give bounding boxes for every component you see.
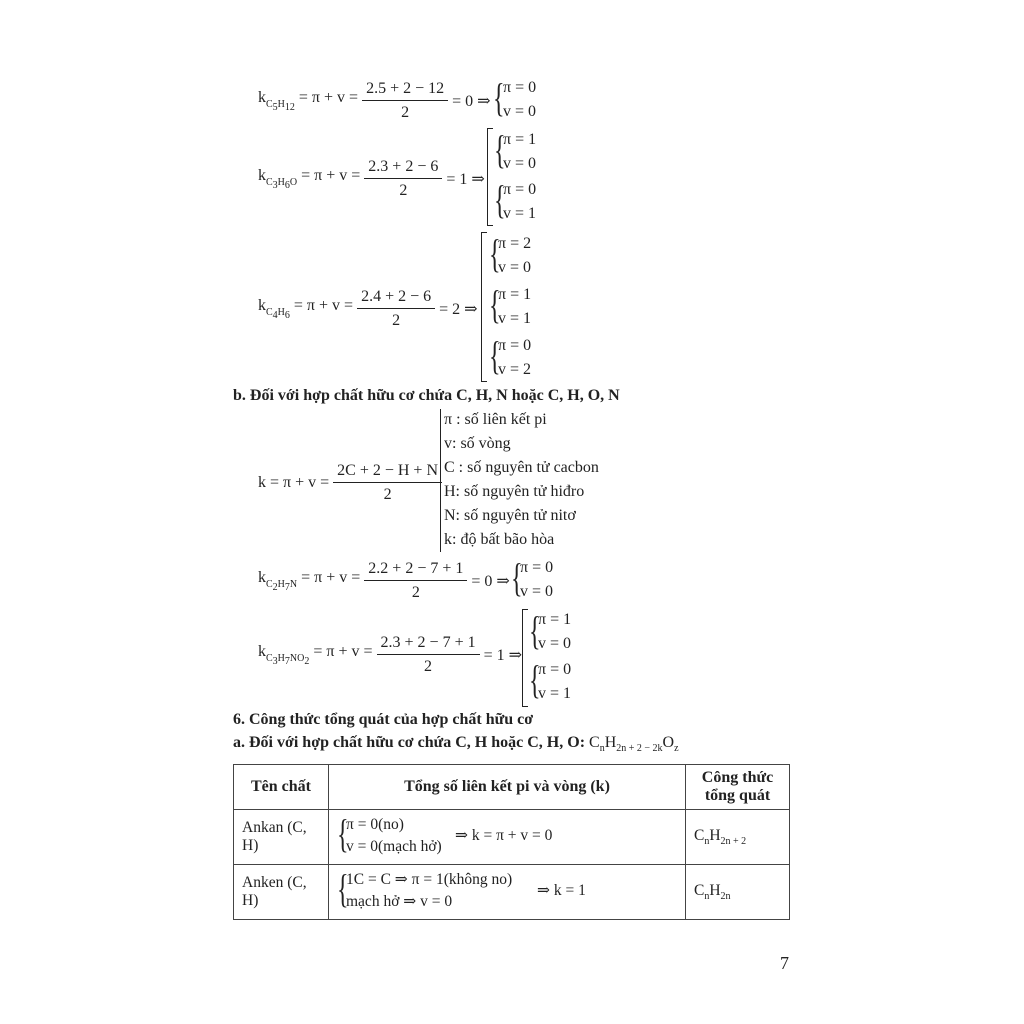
table-cell-k: { π = 0(no) v = 0(mạch hở) ⇒ k = π + v = 0	[329, 810, 686, 865]
subscript-c2h7n: C2H7N	[266, 578, 298, 593]
bracket-icon	[481, 232, 487, 382]
brace-icon: {	[511, 555, 523, 600]
bracket-icon	[487, 128, 493, 226]
fraction: $\frac{2.2 + 2 - 7 + 1}{2}$	[364, 560, 467, 602]
equation-c4h6: $k_{C_4H_6} = \pi + v$ = $\frac{2.4 + 2 - 6}{2}$ = 2 ⇒	[258, 288, 478, 329]
table-cell-formula: $C_nH_{2n + 2}$	[686, 810, 790, 865]
fraction: $\frac{2.4 + 2 - 6}{2}$	[357, 288, 435, 330]
general-formula: k = π + v = $\frac{2C + 2 - H + N}{2}$	[258, 462, 442, 504]
section-6a-heading: a. Đối với hợp chất hữu cơ chứa C, H hoặc C, H, O: $C_nH_{2n + 2 - 2k}O_z$	[233, 734, 679, 755]
brace-icon: {	[337, 811, 349, 856]
legend-divider	[440, 409, 441, 552]
table-cell-formula: $C_nH_{2n}$	[686, 865, 790, 920]
equation-c3h6o: $k_{C_3H_6O} = \pi + v$ = $\frac{2.3 + 2 - 6}{2}$ = 1 ⇒	[258, 158, 485, 199]
brace-icon: {	[489, 282, 501, 327]
section-b-heading: b. Đối với hợp chất hữu cơ chứa C, H, N hoặc C, H, O, N	[233, 387, 620, 404]
brace-icon: {	[529, 608, 541, 653]
brace-icon: {	[529, 657, 541, 702]
equation-c2h7n: $k_{C_2H_7N} = \pi + v$ = $\frac{2.2 + 2 - 7 + 1}{2}$ = 0 ⇒	[258, 560, 510, 601]
legend-list: π : số liên kết pi v: số vòng C : số nguyên tử cacbon H: số nguyên tử hiđro N: số nguyên tử nitơ k: độ bất bão hòa	[444, 411, 599, 548]
table-row	[234, 810, 790, 865]
brace-icon: {	[493, 75, 505, 120]
fraction: $\frac{2.3 + 2 - 7 + 1}{2}$	[377, 634, 480, 676]
general-formula-cnh: $C_nH_{2n + 2 - 2k}O_z$	[589, 734, 679, 755]
system-c4h6-1: π = 2 v = 0	[498, 235, 532, 276]
equation-c3h7no2: $k_{C_3H_7NO_2} = \pi + v$ = $\frac{2.3 + 2 - 7 + 1}{2}$ = 1 ⇒	[258, 634, 523, 675]
system-c3h6o-2: π = 0 v = 1	[503, 181, 537, 222]
fraction: $\frac{2C + 2 - H + N}{2}$	[333, 462, 442, 504]
system-c3h6o-1: π = 1 v = 0	[503, 131, 537, 172]
table-header-cell: Tổng số liên kết pi và vòng (k)	[329, 765, 686, 810]
table-cell-name: Ankan (C, H)	[234, 810, 329, 865]
subscript-c5h12: C5H12	[266, 98, 295, 113]
fraction: $\frac{2.5 + 2 - 12}{2}$	[362, 80, 448, 122]
fraction: $\frac{2.3 + 2 - 6}{2}$	[364, 158, 442, 200]
subscript-c4h6: C4H6	[266, 306, 290, 321]
bracket-icon	[522, 609, 528, 707]
formula-table	[233, 764, 790, 920]
page-number: 7	[780, 953, 789, 973]
system-c4h6-2: π = 1 v = 1	[498, 286, 532, 327]
subscript-c3h6o: C3H6O	[266, 176, 298, 191]
brace-icon: {	[489, 231, 501, 276]
system-c2h7n: π = 0 v = 0	[520, 559, 554, 600]
brace-icon: {	[494, 177, 506, 222]
table-cell-name: Anken (C, H)	[234, 865, 329, 920]
subscript-c3h7no2: C3H7NO2	[266, 652, 310, 667]
system-c4h6-3: π = 0 v = 2	[498, 337, 532, 378]
section-6-heading: 6. Công thức tổng quát của hợp chất hữu cơ	[233, 711, 534, 728]
table-row	[234, 865, 790, 920]
system-c3h7no2-2: π = 0 v = 1	[538, 661, 572, 702]
system-c3h7no2-1: π = 1 v = 0	[538, 611, 572, 652]
brace-icon: {	[489, 333, 501, 378]
brace-icon: {	[494, 127, 506, 172]
table-header-cell: Tên chất	[234, 765, 329, 810]
table-header-row	[234, 765, 790, 810]
table-cell-k: { 1C = C ⇒ π = 1(không no) mạch hở ⇒ v = 0 ⇒ k = 1	[329, 865, 686, 920]
brace-icon: {	[337, 866, 349, 911]
table-header-cell: Công thức tổng quát	[686, 765, 790, 810]
system-c5h12: π = 0 v = 0	[503, 79, 537, 120]
equation-c5h12: $k_{C_5H_{12}} = \pi + v$ = $\frac{2.5 + 2 - 12}{2}$ = 0 ⇒	[258, 80, 491, 121]
